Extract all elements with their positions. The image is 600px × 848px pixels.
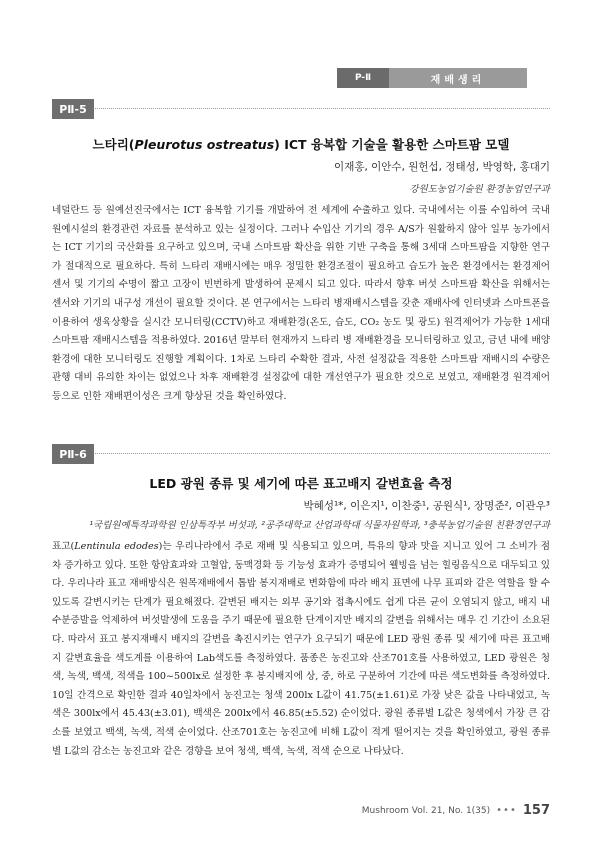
- abstract-title: LED 광원 종류 및 세기에 따른 표고배지 갈변효율 측정: [149, 476, 453, 491]
- running-header: [337, 68, 527, 88]
- header-tag: P-Ⅱ: [337, 68, 389, 88]
- section-tag: PⅡ-5: [52, 99, 94, 119]
- page-footer: [362, 803, 550, 818]
- author-list: 박혜성¹*, 이은지¹, 이찬중¹, 공원식¹, 장명준², 이관우³: [303, 500, 550, 512]
- page-number: 157: [522, 803, 550, 818]
- section-tag: PⅡ-6: [52, 444, 94, 464]
- abstract-body: 표고(Lentinula edodes)는 우리나라에서 주로 재배 및 식용되고 있으며, 특유의 향과 맛을 지니고 있어 그 소비가 점차 증가하고 있다. 또한 항암효과와 고혈압, 동맥경화 등 기능성 효과가 증명되어 웰빙을 넘는 힐링음식으로 대두되고 있다. 우리나라 표고 재배방식은 원목재배에서 톱밥 봉지재배로 변화함에 따라 배지 표면에 나무 표피와 같은 역할을 할 수 있도록 갈변시키는 단계가 필요해졌다. 갈변된 배지는 외부 공기와 접촉시에도 쉽게 다른 균이 오염되지 않고, 배지 내 수분증발을 억제하여 버섯발생에 도움을 주기 때문에 필요한 단계이지만 배지의 갈변을 위해서는 매우 긴 기간이 소요된다. 따라서 표고 봉지재배시 배지의 갈변을 촉진시키는 연구가 요구되기 때문에 LED 광원 종류 및 세기에 따른 표고배지 갈변효율을 색도계를 이용하여 Lab색도를 측정하였다. 품종은 농진고와 산조701호를 사용하였고, LED 광원은 청색, 녹색, 백색, 적색을 100~500lx로 설정한 후 봉지배지에 상, 중, 하로 구분하여 기간에 따른 색도변화를 측정하였다. 10일 간격으로 확인한 결과 40일차에서 농진고는 청색 200lx L값이 41.75(±1.61)로 가장 낮은 값을 나타내었고, 녹색은 300lx에서 45.43(±3.01), 백색은 200lx에서 46.85(±5.52) 순이었다. 광원 종류별 L값은 청색에서 가장 큰 감소를 보였고 백색, 녹색, 적색 순이었다. 산조701호는 농진고에 비해 L값이 적게 떨어지는 것을 확인하였고, 광원 종류별 L값의 감소는 농진고와 같은 경향을 보여 청색, 백색, 녹색, 적색 순으로 나타났다.: [52, 541, 550, 757]
- abstract-body: 네덜란드 등 원예선진국에서는 ICT 융복합 기기를 개발하여 전 세계에 수출하고 있다. 국내에서는 이를 수입하여 국내 원예시설의 환경관련 자료를 분석하고 있는 실정이다. 그러나 수입산 기기의 경우 A/S가 원활하지 않아 일부 농가에서는 ICT 기기의 국산화를 요구하고 있으며, 국내 스마트팜 확산을 위한 기반 구축을 통해 3세대 스마트팜을 지향한 연구가 절대적으로 필요하다. 특히 느타리 재배시에는 매우 정밀한 환경조절이 필요하고 습도가 높은 환경에서는 환경제어 센서 및 기기의 수명이 짧고 고장이 빈번하게 발생하여 문제시 되고 있다. 따라서 향후 버섯 스마트팜 확산을 위해서는 센서와 기기의 내구성 개선이 필요할 것이다. 본 연구에서는 느타리 병재배시스템을 갖춘 재배사에 인터넷과 스마트폰을 이용하여 생육상황을 실시간 모니터링(CCTV)하고 재배환경(온도, 습도, CO₂ 농도 및 광도) 원격제어가 가능한 1세대 스마트팜 재배시스템을 적용하였다. 2016년 말부터 현재까지 느타리 병 재배환경을 모니터링하고 있고, 금년 내에 배양환경에 대한 모니터링도 진행할 계획이다. 1차로 느타리 수확한 결과, 사전 설정값을 적용한 스마트팜 재배시의 수량은 관행 대비 유의한 차이는 없었으나 차후 재배환경 설정값에 대한 개선연구가 필요한 것으로 보였고, 재배환경 원격제어 등으로 인한 재배편이성은 크게 향상된 것을 확인하였다.: [52, 205, 550, 402]
- footer-dots: •••: [496, 805, 517, 816]
- author-list: 이재홍, 이안수, 원헌섭, 정태성, 박영학, 홍대기: [334, 161, 550, 173]
- journal-citation: Mushroom Vol. 21, No. 1(35): [361, 805, 491, 816]
- section-divider: [52, 108, 550, 109]
- header-title: 재배생리: [430, 74, 486, 86]
- affiliation: 강원도농업기술원 환경농업연구과: [409, 184, 550, 195]
- abstract-title: 느타리(Pleurotus ostreatus) ICT 융복합 기술을 활용한 스마트팜 모델: [92, 137, 510, 152]
- section-divider: [52, 453, 550, 454]
- affiliation: ¹국립원예특작과학원 인삼특작부 버섯과, ²공주대학교 산업과학대 식물자원학과, ³충북농업기술원 친환경연구과: [89, 520, 550, 531]
